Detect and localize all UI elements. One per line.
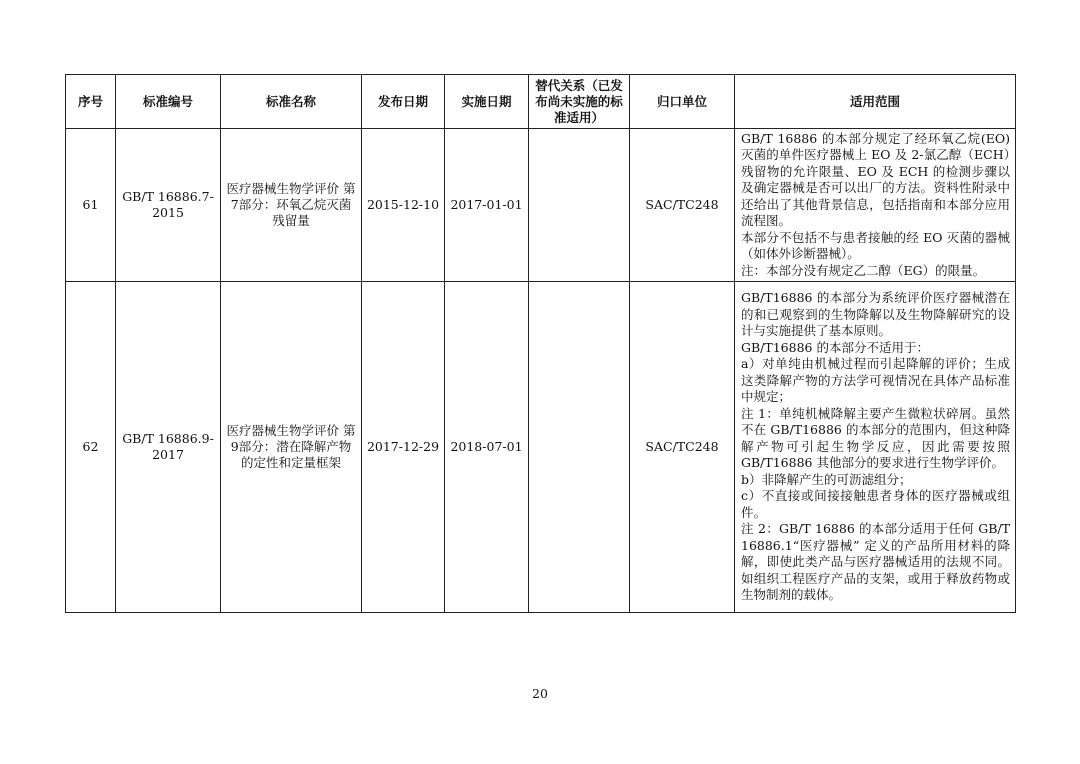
scope-paragraph: GB/T16886 的本部分为系统评价医疗器械潜在的和已观察到的生物降解以及生物降解研究的设计与实施提供了基本原则。 xyxy=(741,290,1010,339)
cell-scope xyxy=(735,282,1016,613)
cell-implement-date: 2017-01-01 xyxy=(445,129,529,282)
scope-item: b）非降解产生的可沥滤组分； xyxy=(741,471,912,487)
cell-publish-date: 2017-12-29 xyxy=(362,282,445,613)
scope-note: 注：本部分没有规定乙二醇（EG）的限量。 xyxy=(741,262,986,278)
cell-std-name: 医疗器械生物学评价 第7部分：环氧乙烷灭菌残留量 xyxy=(221,129,362,282)
cell-std-name: 医疗器械生物学评价 第9部分：潜在降解产物的定性和定量框架 xyxy=(221,282,362,613)
header-scope: 适用范围 xyxy=(735,75,1016,129)
header-std-name: 标准名称 xyxy=(221,75,362,129)
header-seq: 序号 xyxy=(66,75,116,129)
cell-seq: 62 xyxy=(66,282,116,613)
page-number: 20 xyxy=(532,686,548,701)
header-replacement: 替代关系（已发布尚未实施的标准适用） xyxy=(529,75,630,129)
cell-std-no: GB/T 16886.9-2017 xyxy=(116,282,221,613)
header-unit: 归口单位 xyxy=(630,75,735,129)
cell-unit: SAC/TC248 xyxy=(630,282,735,613)
cell-publish-date: 2015-12-10 xyxy=(362,129,445,282)
cell-implement-date: 2018-07-01 xyxy=(445,282,529,613)
cell-scope xyxy=(735,129,1016,282)
table-row xyxy=(66,282,1016,613)
scope-paragraph: 本部分不包括不与患者接触的经 EO 灭菌的器械（如体外诊断器械）。 xyxy=(741,229,1010,262)
cell-replacement xyxy=(529,282,630,613)
scope-item: a）对单纯由机械过程而引起降解的评价；生成这类降解产物的方法学可视情况在具体产品标准中规定； xyxy=(741,356,1010,405)
header-std-no: 标准编号 xyxy=(116,75,221,129)
table-row xyxy=(66,129,1016,282)
cell-replacement xyxy=(529,129,630,282)
scope-note: 注 2：GB/T 16886 的本部分适用于任何 GB/T 16886.1“医疗器械” 定义的产品所用材料的降解，即使此类产品与医疗器械适用的法规不同。如组织工程医疗产品的支架，或用于释放药物或生物制剂的载体。 xyxy=(741,521,1010,603)
header-implement-date: 实施日期 xyxy=(445,75,529,129)
scope-item: c）不直接或间接接触患者身体的医疗器械或组件。 xyxy=(741,488,1010,520)
cell-seq: 61 xyxy=(66,129,116,282)
scope-note: 注 1：单纯机械降解主要产生微粒状碎屑。虽然不在 GB/T16886 的本部分的范围内，但这种降解产物可引起生物学反应，因此需要按照 GB/T16886 其他部分的要求进行生物学评价。 xyxy=(741,405,1010,471)
scope-paragraph: GB/T 16886 的本部分规定了经环氧乙烷(EO)灭菌的单件医疗器械上 EO 及 2-氯乙醇（ECH）残留物的允许限量、EO 及 ECH 的检测步骤以及确定器械是否可以出厂的方法。资料性附录中还给出了其他背景信息，包括指南和本部分应用流程图。 xyxy=(741,130,1010,229)
cell-unit: SAC/TC248 xyxy=(630,129,735,282)
table-header-row xyxy=(66,75,1016,129)
header-publish-date: 发布日期 xyxy=(362,75,445,129)
scope-paragraph: GB/T16886 的本部分不适用于： xyxy=(741,339,929,355)
cell-std-no: GB/T 16886.7-2015 xyxy=(116,129,221,282)
standards-table xyxy=(65,74,1016,613)
